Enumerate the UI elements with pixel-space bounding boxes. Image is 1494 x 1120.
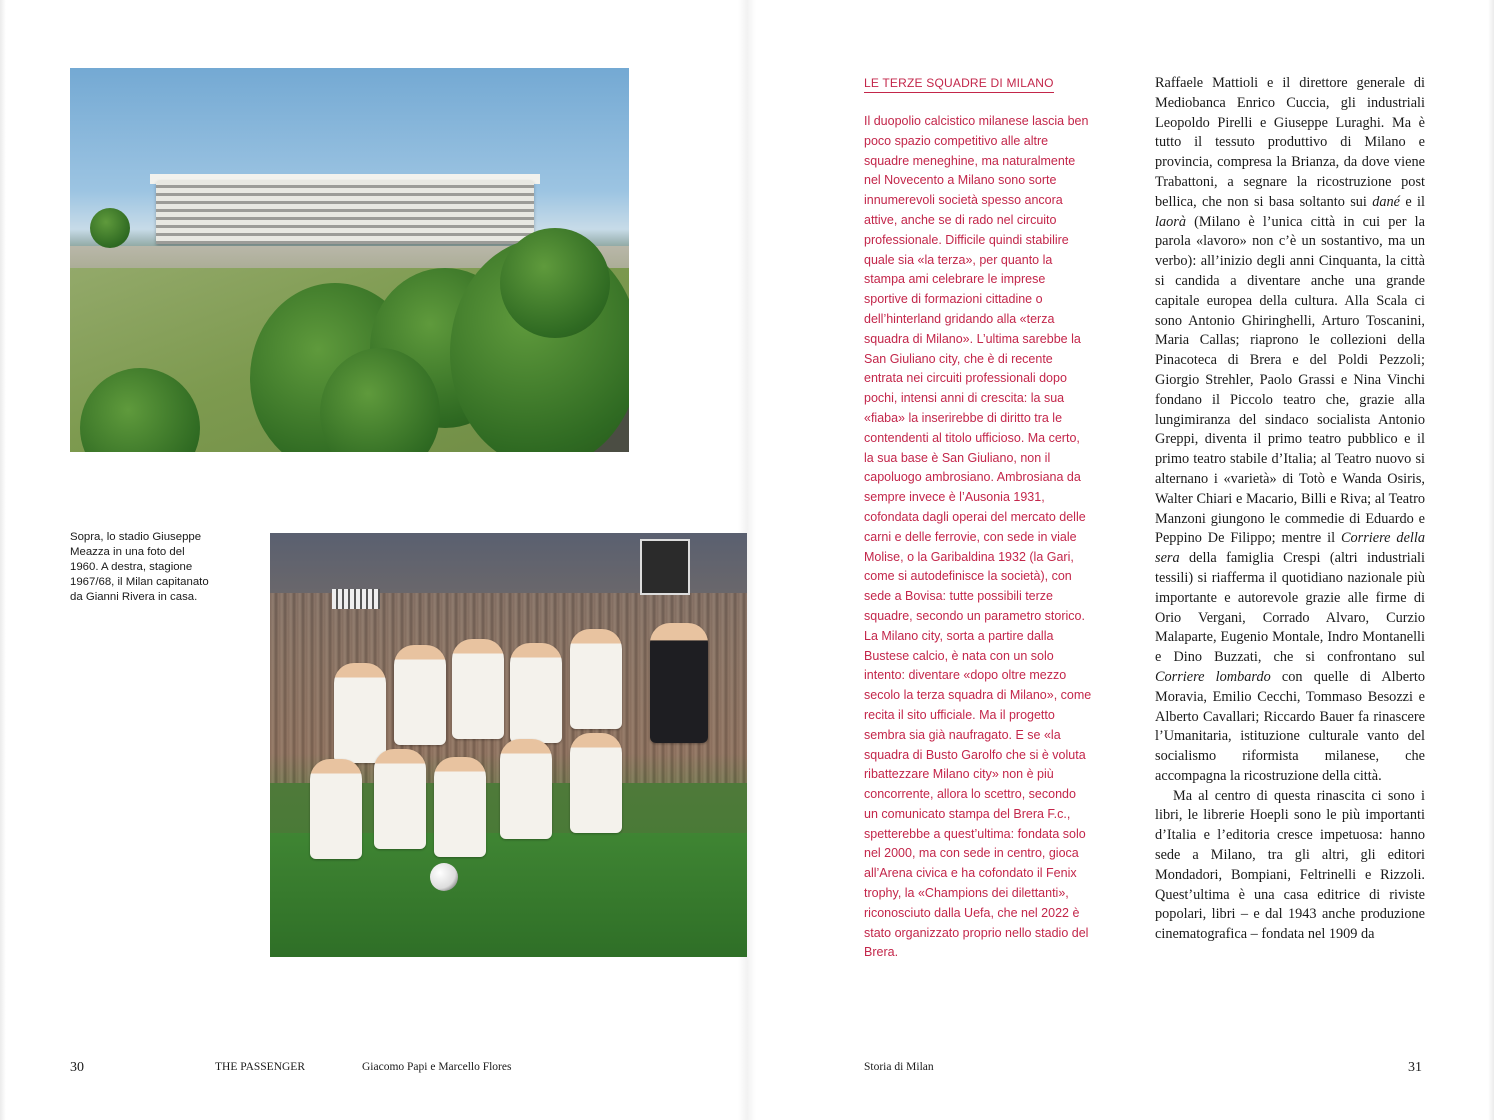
goalkeeper <box>650 623 708 743</box>
stadium-clock <box>640 539 690 595</box>
player <box>434 757 486 857</box>
italic-word: dané <box>1372 193 1401 210</box>
page-edge-shadow-left <box>0 0 6 1120</box>
football <box>430 863 458 891</box>
italic-word: laorà <box>1155 213 1186 230</box>
player <box>510 643 562 743</box>
stadium-stands <box>156 180 534 244</box>
team-photo <box>270 533 747 957</box>
floodlights <box>332 589 380 609</box>
player <box>570 733 622 833</box>
body-text-run: della famiglia Crespi (altri industriali tessili) si riafferma il quotidiano nazionale più importante e autorevole grazie alle firme di Orio Vergani, Corrado Alvaro, Curzio Malaparte, Eugenio Montale, Indro Montanelli e Dino Buzzati, che si confrontano sul <box>1155 550 1425 666</box>
player <box>394 645 446 745</box>
newspaper-title: Corriere lombardo <box>1155 668 1271 685</box>
player <box>310 759 362 859</box>
sidebar-title: LE TERZE SQUADRE DI MILANO <box>864 76 1054 93</box>
player <box>452 639 504 739</box>
page-edge-shadow-right <box>1488 0 1494 1120</box>
section-title: Storia di Milan <box>864 1061 934 1073</box>
page-number-right: 31 <box>1408 1060 1422 1075</box>
stadium-photo <box>70 68 629 452</box>
player <box>374 749 426 849</box>
sidebar-text: Il duopolio calcistico milanese lascia ben poco spazio competitivo alle altre squadre meneghine, ma naturalmente nel Novecento a Milano sono sorte innumerevoli società spesso ancora attive, anche se di rado nel circuito professionale. Difficile quindi stabilire quale sia «la terza», per quanto la stampa ami celebrare le imprese sportive di formazioni cittadine o dell’hinterland gridando alla «terza squadra di Milano». L’ultima sarebbe la San Giuliano city, che è di recente entrata nei circuiti professionali dopo pochi, intensi anni di crescita: la sua «fiaba» la inserirebbe di diritto tra le contendenti al titolo ufficioso. Ma certo, la sua base è San Giuliano, non il capoluogo ambrosiano. Ambrosiana da sempre invece è l’Ausonia 1931, cofondata dagli operai del mercato delle carni e delle ferrovie, con sede in viale Molise, o la Garibaldina 1932 (la Gari, come si autodefinisce la società), con sede a Bovisa: tutte possibili terze squadre, secondo un parametro storico. La Milano city, sorta a partire dalla Bustese calcio, è nata con un solo intento: diventare «dopo oltre mezzo secolo la terza squadra di Milano», come recita il sito ufficiale. Ma il progetto sembra sia già naufragato. E se «la squadra di Busto Garolfo che si è voluta ribattezzare Milano city» non è più concorrente, allora lo scettro, secondo un comunicato stampa del Brera F.c., spetterebbe a quest’ultima: fondata solo nel 2000, ma con sede in centro, gioca all’Arena civica e ha cofondato il Fenix trophy, la «Champions dei dilettanti», riconosciuto dalla Uefa, che nel 2022 è stato organizzato proprio nello stadio del Brera. <box>864 114 1092 960</box>
photo-caption: Sopra, lo stadio Giuseppe Meazza in una foto del 1960. A destra, stagione 1967/68, il Milan capitanato da Gianni Rivera in casa. <box>70 531 209 603</box>
authors: Giacomo Papi e Marcello Flores <box>362 1061 512 1073</box>
player <box>334 663 386 763</box>
body-text-run: (Milano è l’unica città in cui per la parola «lavoro» non c’è un sostantivo, ma un verbo): all’inizio degli anni Cinquanta, la città si candida a diventare anche una grande capitale europea della cultura. Alla Scala ci sono Antonio Ghiringhelli, Arturo Toscanini, Maria Callas; riaprono le collezioni della Pinacoteca di Brera e del Poldi Pezzoli; Giorgio Strehler, Paolo Grassi e Nina Vinchi fondano il Piccolo teatro che, grazie alla lungimiranza del sindaco socialista Antonio Greppi, diventa il primo teatro pubblico e il primo teatro stabile d’Italia; al Teatro nuovo si alternano i «varietà» di Totò e Wanda Osiris, Walter Chiari e Macario, Billi e Riva; al Teatro Manzoni giungono le commedie di Eduardo e Peppino De Filippo; mentre il <box>1155 213 1425 547</box>
body-text <box>1155 74 1425 945</box>
player <box>570 629 622 729</box>
tree <box>500 228 610 338</box>
body-text-run: Raffaele Mattioli e il direttore generale di Mediobanca Enrico Cuccia, gli industriali Leopoldo Pirelli e Giuseppe Luraghi. Ma è tutto il tessuto produttivo di Milano e provincia, compresa la Brianza, da dove viene Trabattoni, a segnare la ricostruzione post bellica, che non si basa soltanto sui <box>1155 75 1425 210</box>
player <box>500 739 552 839</box>
running-head: THE PASSENGER <box>215 1061 305 1073</box>
newspaper-title: Corriere della sera <box>1155 530 1426 567</box>
body-paragraph: Ma al centro di questa rinascita ci sono i libri, le librerie Hoepli sono le più importanti d’Italia e l’editoria cresce impetuosa: hanno sede a Milano, tra gli altri, gli editori Mondadori, Bompiani, Feltrinelli e Rizzoli. Quest’ultima è una casa editrice di riviste popolari, libri – e dal 1943 anche produzione cinematografica – fondata nel 1909 da <box>1155 787 1425 943</box>
body-paragraph <box>1155 74 1425 787</box>
body-text-run: e il <box>1400 193 1425 210</box>
page-number-left: 30 <box>70 1060 84 1075</box>
body-text-run: con quelle di Alberto Moravia, Emilio Cecchi, Tommaso Besozzi e Alberto Cavallari; Riccardo Bauer fa rinascere l’Umanitaria, istituzione culturale vanto del socialismo riformista milanese, che accompagna la ricostruzione della città. <box>1155 668 1425 784</box>
tree <box>90 208 130 248</box>
